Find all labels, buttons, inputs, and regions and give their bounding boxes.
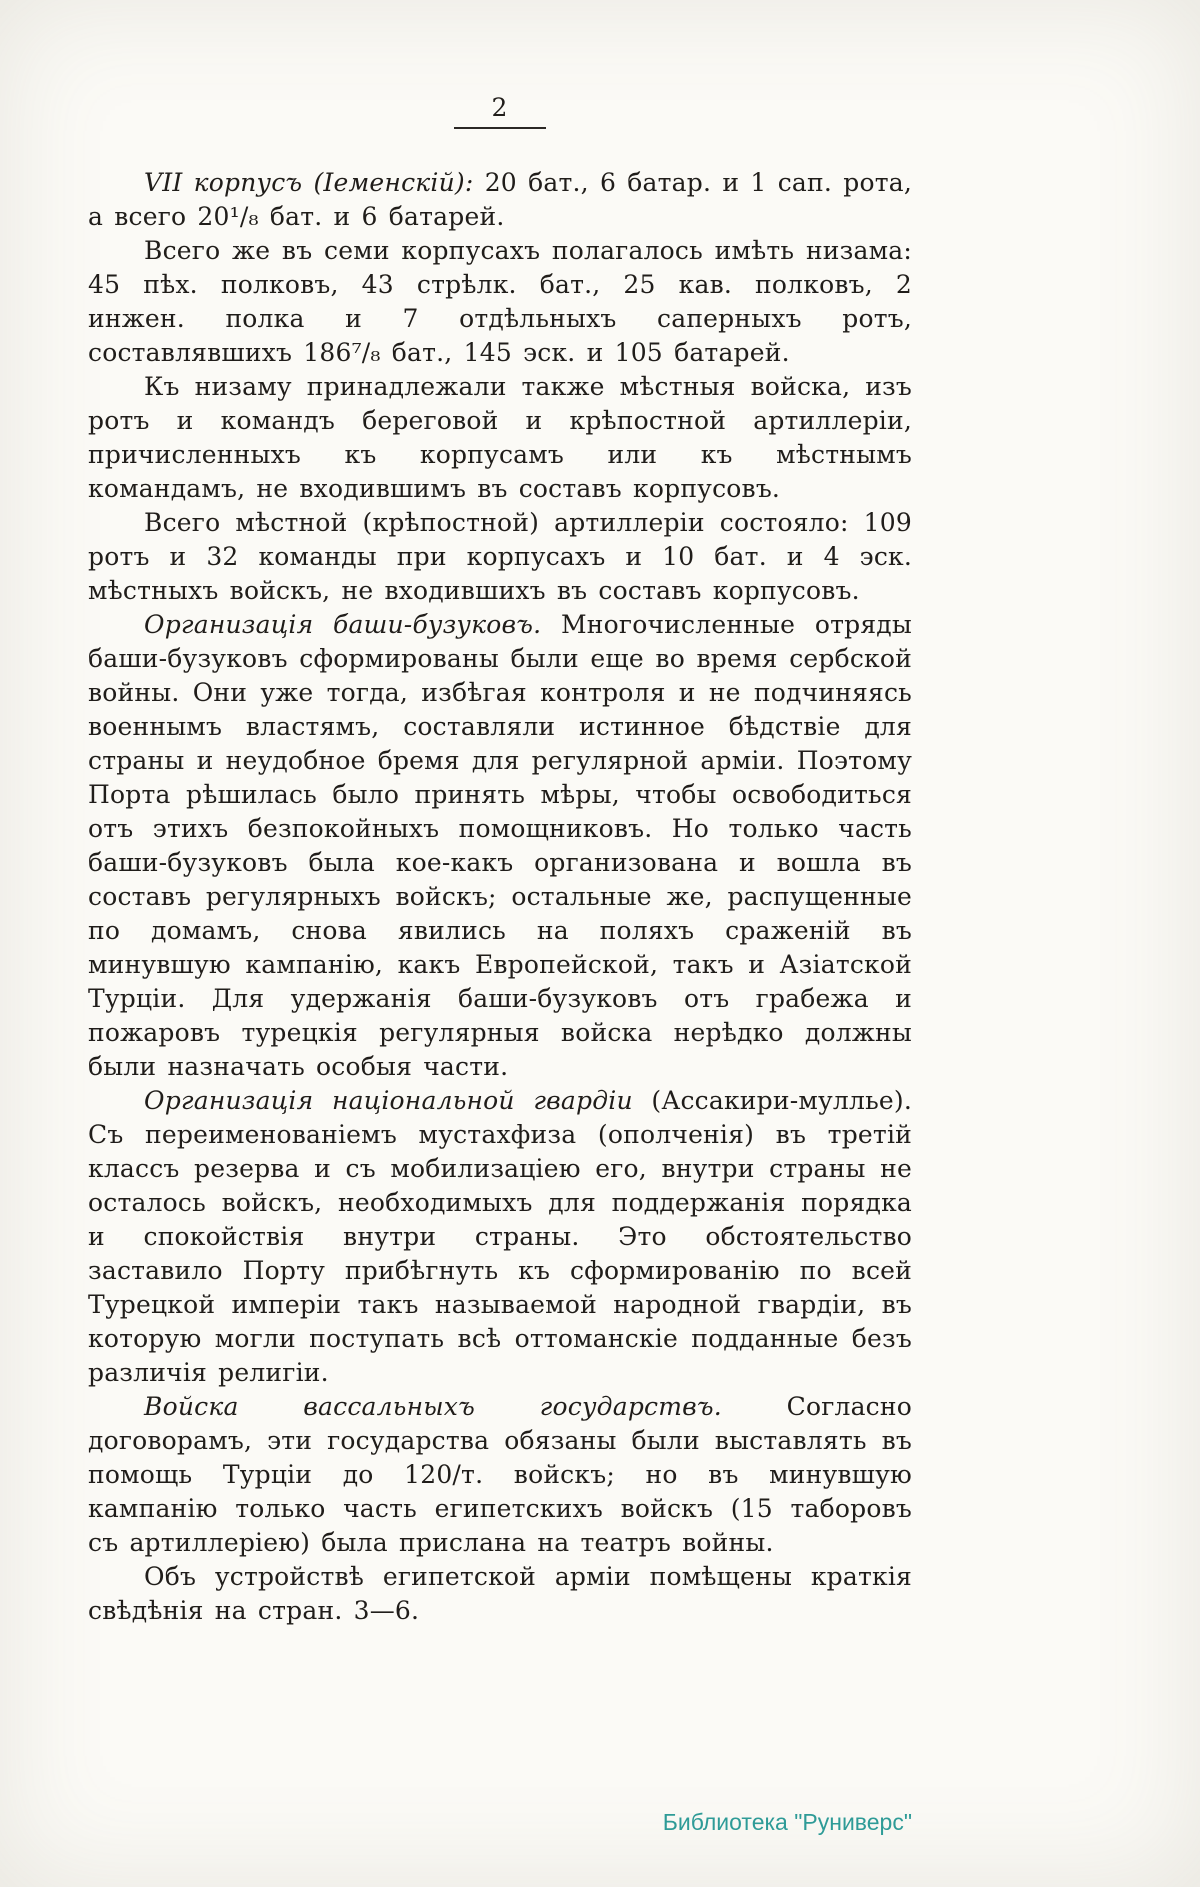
paragraph xyxy=(88,608,912,1084)
paragraph-lead-italic: VII корпусъ (Іеменскій): xyxy=(144,168,474,197)
paragraph-text: Многочисленные отряды баши-бузуковъ сформированы были еще во время сербской войны. Они уже тогда, избѣгая контроля и не подчиняясь военнымъ властямъ, составляли истинное бѣдствіе для страны и неудобное бремя для регулярной арміи. Поэтому Порта рѣшилась было принять мѣры, чтобы освободиться отъ этихъ безпокойныхъ помощниковъ. Но только часть баши-бузуковъ была кое-какъ организована и вошла въ составъ регулярныхъ войскъ; остальные же, распущенные по домамъ, снова явились на поляхъ сраженій въ минувшую кампанію, какъ Европейской, такъ и Азіатской Турціи. Для удержанія баши-бузуковъ отъ грабежа и пожаровъ турецкія регулярныя войска нерѣдко должны были назначать особыя части. xyxy=(88,610,912,1081)
paragraph-text: Согласно договорамъ, эти государства обязаны были выставлять въ помощь Турціи до 120/т. войскъ; но въ минувшую кампанію только часть египетскихъ войскъ (15 таборовъ съ артиллеріею) была прислана на театръ войны. xyxy=(88,1392,912,1557)
paragraph-lead-italic: Организація національной гвардіи xyxy=(144,1086,633,1115)
paragraph-text: Къ низаму принадлежали также мѣстныя войска, изъ ротъ и командъ береговой и крѣпостной артиллеріи, причисленныхъ къ корпусамъ или къ мѣстнымъ командамъ, не входившимъ въ составъ корпусовъ. xyxy=(88,372,912,503)
page-header xyxy=(88,94,912,129)
paragraph xyxy=(88,1084,912,1390)
paragraph-text: (Ассакири-мулльe). Съ переименованіемъ мустахфиза (ополченія) въ третій классъ резерва и съ мобилизаціею его, внутри страны не осталось войскъ, необходимыхъ для поддержанія порядка и спокойствія внутри страны. Это обстоятельство заставило Порту прибѣгнуть къ сформированію по всей Турецкой имперіи такъ называемой народной гвардіи, въ которую могли поступать всѣ оттоманскіе подданные безъ различія религіи. xyxy=(88,1086,912,1387)
paragraph xyxy=(88,1560,912,1628)
paragraph xyxy=(88,166,912,234)
paragraph-text: Всего же въ семи корпусахъ полагалось имѣть низама: 45 пѣх. полковъ, 43 стрѣлк. бат., 25 кав. полковъ, 2 инжен. полка и 7 отдѣльныхъ саперныхъ ротъ, составлявшихъ 186⁷/₈ бат., 145 эск. и 105 батарей. xyxy=(88,236,912,367)
paragraph-text: 20 бат., 6 батар. и 1 сап. рота, а всего 20¹/₈ бат. и 6 батарей. xyxy=(88,168,912,231)
library-watermark: Библиотека "Руниверс" xyxy=(662,1809,912,1835)
paragraph xyxy=(88,234,912,370)
page-number: 2 xyxy=(491,93,509,122)
paragraph xyxy=(88,1390,912,1560)
body-text-block xyxy=(88,166,912,1628)
paragraph xyxy=(88,370,912,506)
paragraph-text: Всего мѣстной (крѣпостной) артиллеріи состояло: 109 ротъ и 32 команды при корпусахъ и 10 бат. и 4 эск. мѣстныхъ войскъ, не входившихъ въ составъ корпусовъ. xyxy=(88,508,912,605)
paragraph-lead-italic: Войска вассальныхъ государствъ. xyxy=(144,1392,722,1421)
paragraph-text: Объ устройствѣ египетской арміи помѣщены краткія свѣдѣнія на стран. 3—6. xyxy=(88,1562,912,1625)
paragraph-lead-italic: Организація баши-бузуковъ. xyxy=(144,610,542,639)
page-number-rule xyxy=(454,127,546,129)
paragraph xyxy=(88,506,912,608)
